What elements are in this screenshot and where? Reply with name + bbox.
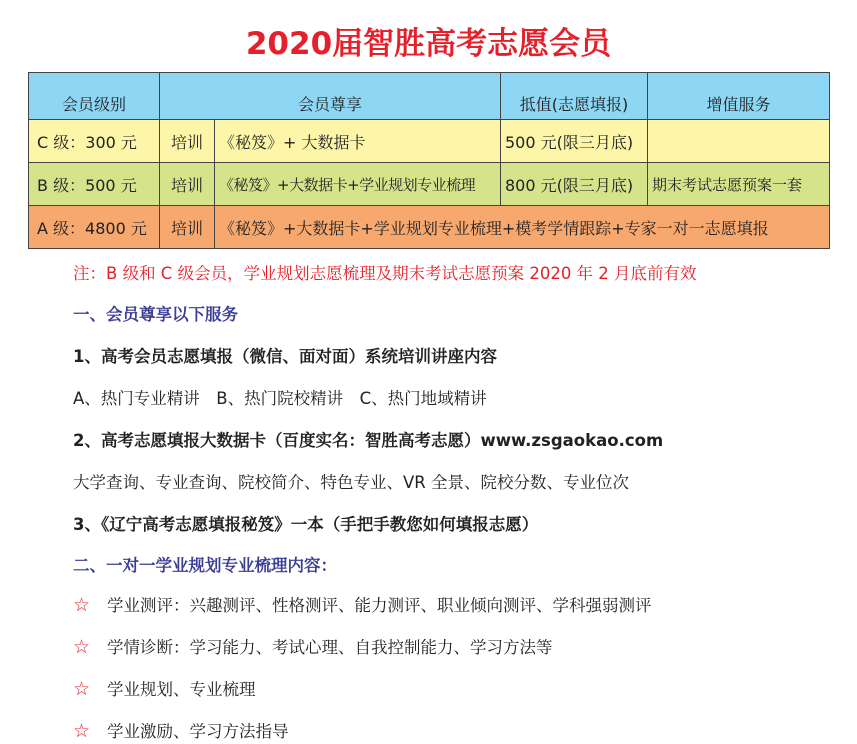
header-level: 会员级别 bbox=[29, 73, 160, 120]
level: C 级：300 元 bbox=[29, 120, 160, 163]
table-header-row bbox=[29, 73, 830, 120]
header-value: 抵值(志愿填报) bbox=[501, 73, 648, 120]
training: 培训 bbox=[160, 163, 215, 206]
star-icon: ☆ bbox=[73, 594, 91, 616]
star-item-text: 学业测评：兴趣测评、性格测评、能力测评、职业倾向测评、学科强弱测评 bbox=[107, 596, 652, 615]
benefits: 《秘笈》+大数据卡+学业规划专业梳理 bbox=[215, 163, 501, 206]
star-item-text: 学情诊断：学习能力、考试心理、自我控制能力、学习方法等 bbox=[107, 638, 553, 657]
star-item bbox=[73, 634, 553, 658]
star-icon: ☆ bbox=[73, 678, 91, 700]
item-3: 3、《辽宁高考志愿填报秘笈》一本（手把手教您如何填报志愿） bbox=[73, 515, 539, 534]
item-1: 1、高考会员志愿填报（微信、面对面）系统培训讲座内容 bbox=[73, 347, 497, 366]
item-2: 2、高考志愿填报大数据卡（百度实名：智胜高考志愿）www.zsgaokao.com bbox=[73, 431, 664, 450]
page-title: 2020届智胜高考志愿会员 bbox=[245, 26, 612, 62]
table-row bbox=[29, 120, 830, 163]
star-item-text: 学业激励、学习方法指导 bbox=[107, 722, 289, 741]
item-2-detail: 大学查询、专业查询、院校简介、特色专业、VR 全景、院校分数、专业位次 bbox=[73, 473, 629, 492]
extra bbox=[648, 120, 830, 163]
table-row bbox=[29, 206, 830, 249]
section-2-heading: 二、一对一学业规划专业梳理内容： bbox=[73, 556, 337, 575]
training: 培训 bbox=[160, 120, 215, 163]
star-item bbox=[73, 592, 652, 616]
benefits: 《秘笈》+大数据卡+学业规划专业梳理+模考学情跟踪+专家一对一志愿填报 bbox=[215, 206, 830, 249]
validity-note: 注：B 级和 C 级会员，学业规划志愿梳理及期末考试志愿预案 2020 年 2 月底前有效 bbox=[73, 264, 697, 283]
star-item-text: 学业规划、专业梳理 bbox=[107, 680, 256, 699]
value: 500 元(限三月底) bbox=[501, 120, 648, 163]
item-1-detail: A、热门专业精讲 B、热门院校精讲 C、热门地域精讲 bbox=[73, 389, 487, 408]
star-item bbox=[73, 676, 256, 700]
star-icon: ☆ bbox=[73, 720, 91, 742]
benefits: 《秘笈》+ 大数据卡 bbox=[215, 120, 501, 163]
membership-table bbox=[28, 72, 830, 249]
star-item bbox=[73, 718, 289, 742]
table-row bbox=[29, 163, 830, 206]
section-1-heading: 一、会员尊享以下服务 bbox=[73, 305, 238, 324]
star-icon: ☆ bbox=[73, 636, 91, 658]
extra: 期末考试志愿预案一套 bbox=[648, 163, 830, 206]
header-extra: 增值服务 bbox=[648, 73, 830, 120]
level: B 级：500 元 bbox=[29, 163, 160, 206]
level: A 级：4800 元 bbox=[29, 206, 160, 249]
header-benefits: 会员尊享 bbox=[160, 73, 501, 120]
training: 培训 bbox=[160, 206, 215, 249]
value: 800 元(限三月底) bbox=[501, 163, 648, 206]
